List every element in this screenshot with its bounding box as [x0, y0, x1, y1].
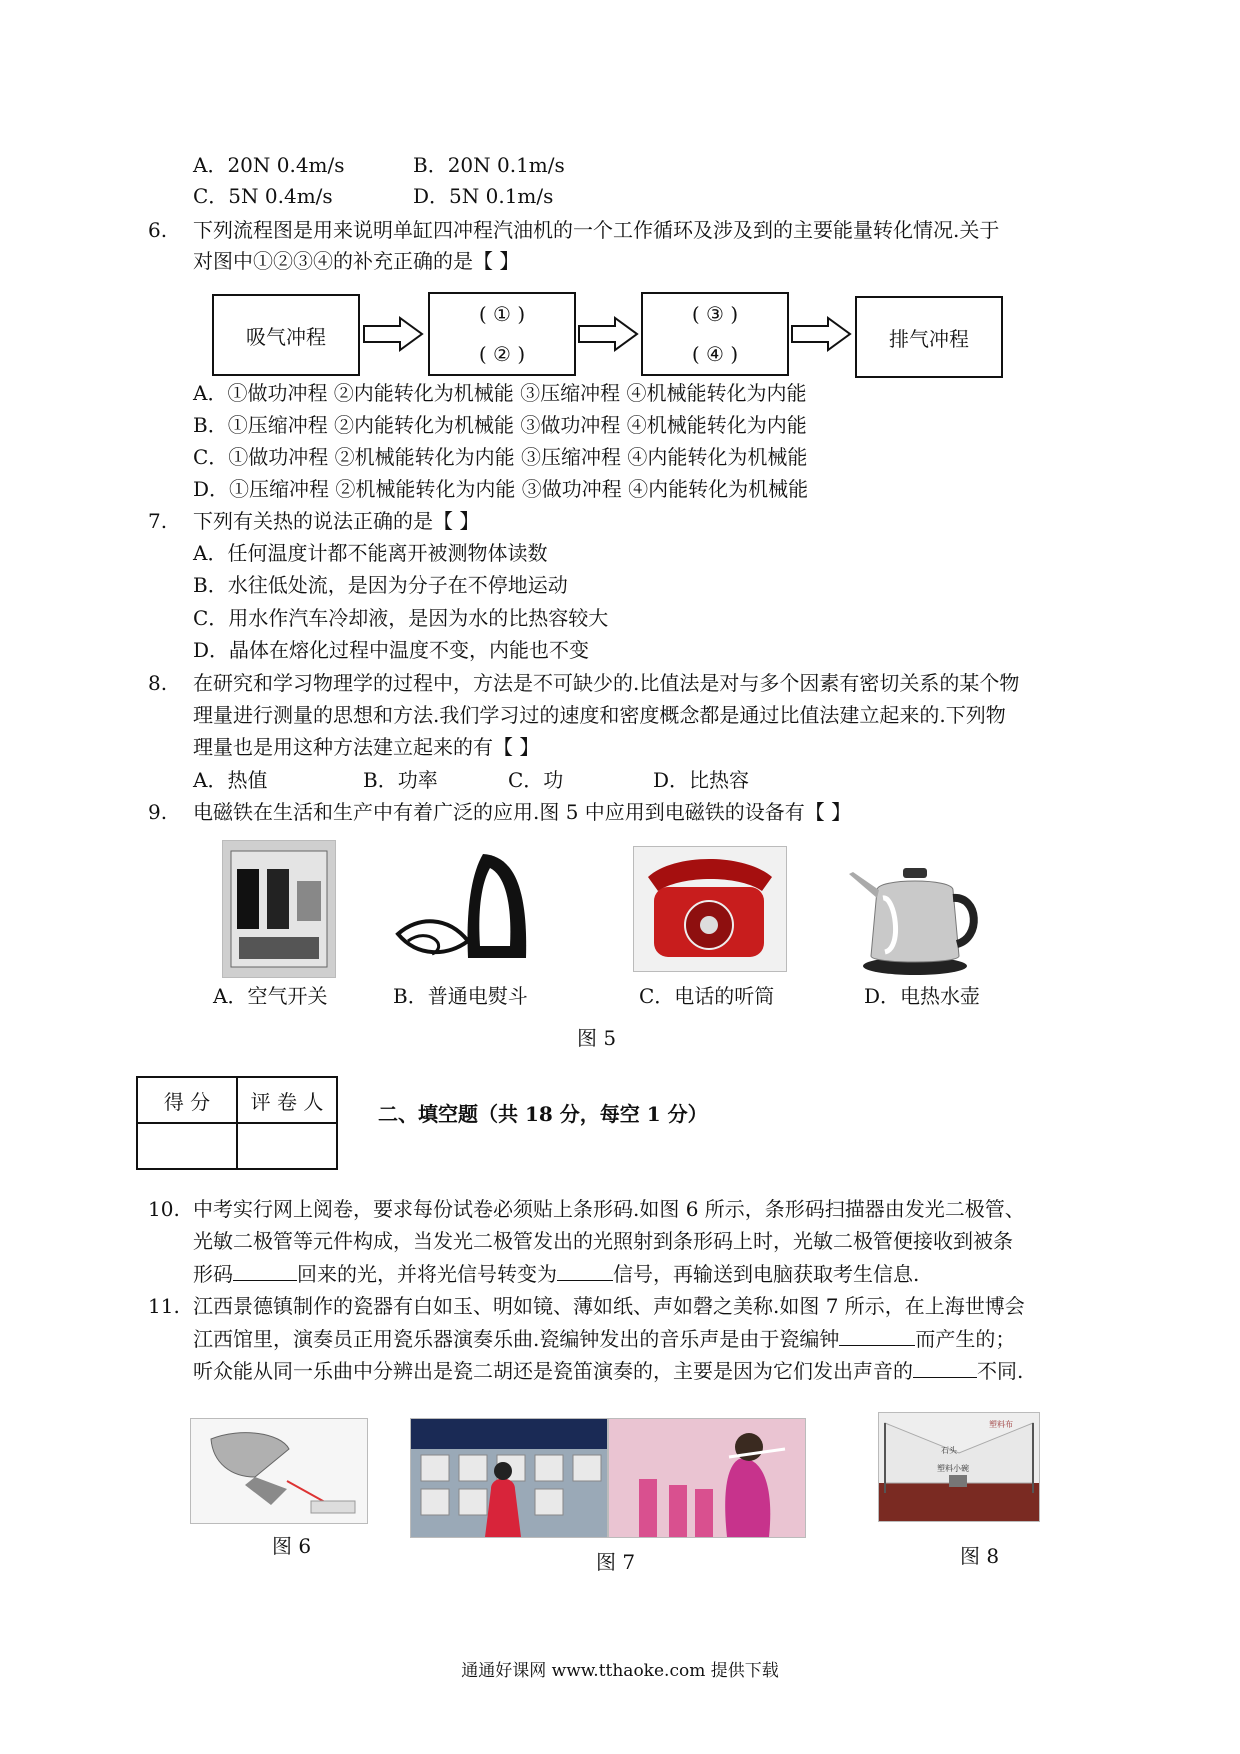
q6-option-d: D．①压缩冲程 ②机械能转化为内能 ③做功冲程 ④内能转化为机械能: [193, 477, 809, 501]
flow-arrow-2: [577, 316, 639, 352]
q11-line-2b: 而产生的；: [915, 1327, 1016, 1351]
q11-line-1: 江西景德镇制作的瓷器有白如玉、明如镜、薄如纸、声如磬之美称.如图 7 所示，在上海世博会: [193, 1294, 1025, 1318]
flow-box-2-bottom: ( ② ): [478, 342, 526, 366]
q11-number: 11.: [148, 1294, 180, 1318]
telephone-icon: [634, 847, 786, 971]
q11-line-2: [193, 1323, 1015, 1354]
q10-line-3: [193, 1258, 919, 1289]
grader-cell: [237, 1123, 337, 1169]
solar-still-icon: [879, 1413, 1039, 1521]
q7-stem: 下列有关热的说法正确的是【 】: [193, 509, 480, 533]
flow-box-exhaust-label: 排气冲程: [889, 326, 969, 351]
kettle-icon: [843, 838, 983, 978]
fig7-label: 图 7: [596, 1550, 636, 1574]
circuit-breaker-image: [222, 840, 336, 978]
barcode-scanner-image: [190, 1418, 368, 1524]
flow-box-intake-label: 吸气冲程: [246, 324, 326, 349]
score-header: 得 分: [137, 1077, 237, 1123]
ceramic-chimes-icon: [411, 1419, 607, 1537]
q10-blank-1[interactable]: [233, 1258, 297, 1281]
q7-number: 7.: [148, 509, 168, 533]
q6-stem-line-2: 对图中①②③④的补充正确的是【 】: [193, 249, 520, 273]
flow-box-3: [641, 292, 789, 376]
section2-title: 二、填空题（共 18 分，每空 1 分）: [378, 1102, 708, 1126]
telephone-image: [633, 846, 787, 972]
q10-line-2: 光敏二极管等元件构成，当发光二极管发出的光照射到条形码上时，光敏二极管便接收到被条: [193, 1229, 1013, 1253]
fig5-caption-d: D．电热水壶: [864, 984, 981, 1008]
q10-line-3a: 形码: [193, 1262, 233, 1286]
circuit-breaker-icon: [223, 841, 335, 977]
score-table: [136, 1076, 338, 1170]
q6-stem-line-1: 下列流程图是用来说明单缸四冲程汽油机的一个工作循环及涉及到的主要能量转化情况.关于: [193, 218, 1000, 242]
flow-box-2: [428, 292, 576, 376]
barcode-scanner-icon: [191, 1419, 367, 1523]
flow-arrow-1: [362, 316, 424, 352]
performers-icon: [609, 1419, 805, 1537]
q9-number: 9.: [148, 800, 168, 824]
q8-option-c: C．功: [508, 768, 564, 792]
flow-arrow-3: [790, 316, 852, 352]
q6-option-c: C．①做功冲程 ②机械能转化为内能 ③压缩冲程 ④内能转化为机械能: [193, 445, 808, 469]
score-cell: [137, 1123, 237, 1169]
q8-stem-line-3: 理量也是用这种方法建立起来的有【 】: [193, 735, 540, 759]
q8-option-d: D．比热容: [653, 768, 750, 792]
q10-line-3c: 信号，再输送到电脑获取考生信息.: [613, 1262, 920, 1286]
q7-option-c: C．用水作汽车冷却液，是因为水的比热容较大: [193, 606, 609, 630]
q9-stem: 电磁铁在生活和生产中有着广泛的应用.图 5 中应用到电磁铁的设备有【 】: [193, 800, 852, 824]
fig5-caption-a: A．空气开关: [213, 984, 328, 1008]
q7-option-b: B．水往低处流，是因为分子在不停地运动: [193, 573, 568, 597]
q8-number: 8.: [148, 671, 168, 695]
q6-option-b: B．①压缩冲程 ②内能转化为机械能 ③做功冲程 ④机械能转化为内能: [193, 413, 807, 437]
grader-header: 评 卷 人: [237, 1077, 337, 1123]
fig8-label: 图 8: [960, 1544, 1000, 1568]
q8-option-a: A．热值: [193, 768, 268, 792]
q6-option-a: A．①做功冲程 ②内能转化为机械能 ③压缩冲程 ④机械能转化为内能: [193, 381, 807, 405]
q10-line-3b: 回来的光，并将光信号转变为: [297, 1262, 557, 1286]
q8-stem-line-2: 理量进行测量的思想和方法.我们学习过的速度和密度概念都是通过比值法建立起来的.下列物: [193, 703, 1006, 727]
electric-iron-image: [388, 846, 538, 970]
q8-option-b: B．功率: [363, 768, 438, 792]
q5-option-b: B．20N 0.1m/s: [413, 153, 565, 177]
q11-line-3b: 不同.: [977, 1359, 1024, 1383]
page-footer: 通通好课网 www.tthaoke.com 提供下载: [461, 1661, 779, 1681]
flow-box-3-bottom: ( ④ ): [691, 342, 739, 366]
q11-line-3a: 听众能从同一乐曲中分辨出是瓷二胡还是瓷笛演奏的，主要是因为它们发出声音的: [193, 1359, 913, 1383]
solar-still-image: [878, 1412, 1040, 1522]
q7-option-d: D．晶体在熔化过程中温度不变，内能也不变: [193, 638, 590, 662]
ceramic-flute-performers-image: [608, 1418, 806, 1538]
q11-line-2a: 江西馆里，演奏员正用瓷乐器演奏乐曲.瓷编钟发出的音乐声是由于瓷编钟: [193, 1327, 840, 1351]
electric-kettle-image: [843, 838, 983, 978]
flow-box-exhaust: [855, 296, 1003, 378]
fig8-label-plastic-bowl: 塑料小碗: [937, 1464, 969, 1473]
q10-line-1: 中考实行网上阅卷，要求每份试卷必须贴上条形码.如图 6 所示，条形码扫描器由发光二极管、: [193, 1197, 1025, 1221]
fig5-label: 图 5: [577, 1026, 617, 1050]
flow-box-2-top: ( ① ): [478, 302, 526, 326]
q6-number: 6.: [148, 218, 168, 242]
fig5-caption-b: B．普通电熨斗: [393, 984, 528, 1008]
q7-option-a: A．任何温度计都不能离开被测物体读数: [193, 541, 548, 565]
q5-option-d: D．5N 0.1m/s: [413, 184, 554, 208]
q5-option-a: A．20N 0.4m/s: [193, 153, 345, 177]
q5-option-c: C．5N 0.4m/s: [193, 184, 333, 208]
fig8-label-stone: 石头: [941, 1446, 957, 1455]
fig6-label: 图 6: [272, 1534, 312, 1558]
q10-number: 10.: [148, 1197, 180, 1221]
fig5-caption-c: C．电话的听筒: [639, 984, 775, 1008]
ceramic-chimes-image: [410, 1418, 608, 1538]
flow-box-intake: [212, 294, 360, 376]
q11-blank-2[interactable]: [913, 1355, 977, 1378]
flow-box-3-top: ( ③ ): [691, 302, 739, 326]
q11-line-3: [193, 1355, 1023, 1386]
iron-icon: [388, 846, 538, 970]
q11-blank-1[interactable]: [839, 1323, 915, 1346]
fig8-label-plastic-sheet: 塑料布: [989, 1420, 1013, 1429]
q8-stem-line-1: 在研究和学习物理学的过程中，方法是不可缺少的.比值法是对与多个因素有密切关系的某个物: [193, 671, 1020, 695]
q10-blank-2[interactable]: [557, 1258, 613, 1281]
